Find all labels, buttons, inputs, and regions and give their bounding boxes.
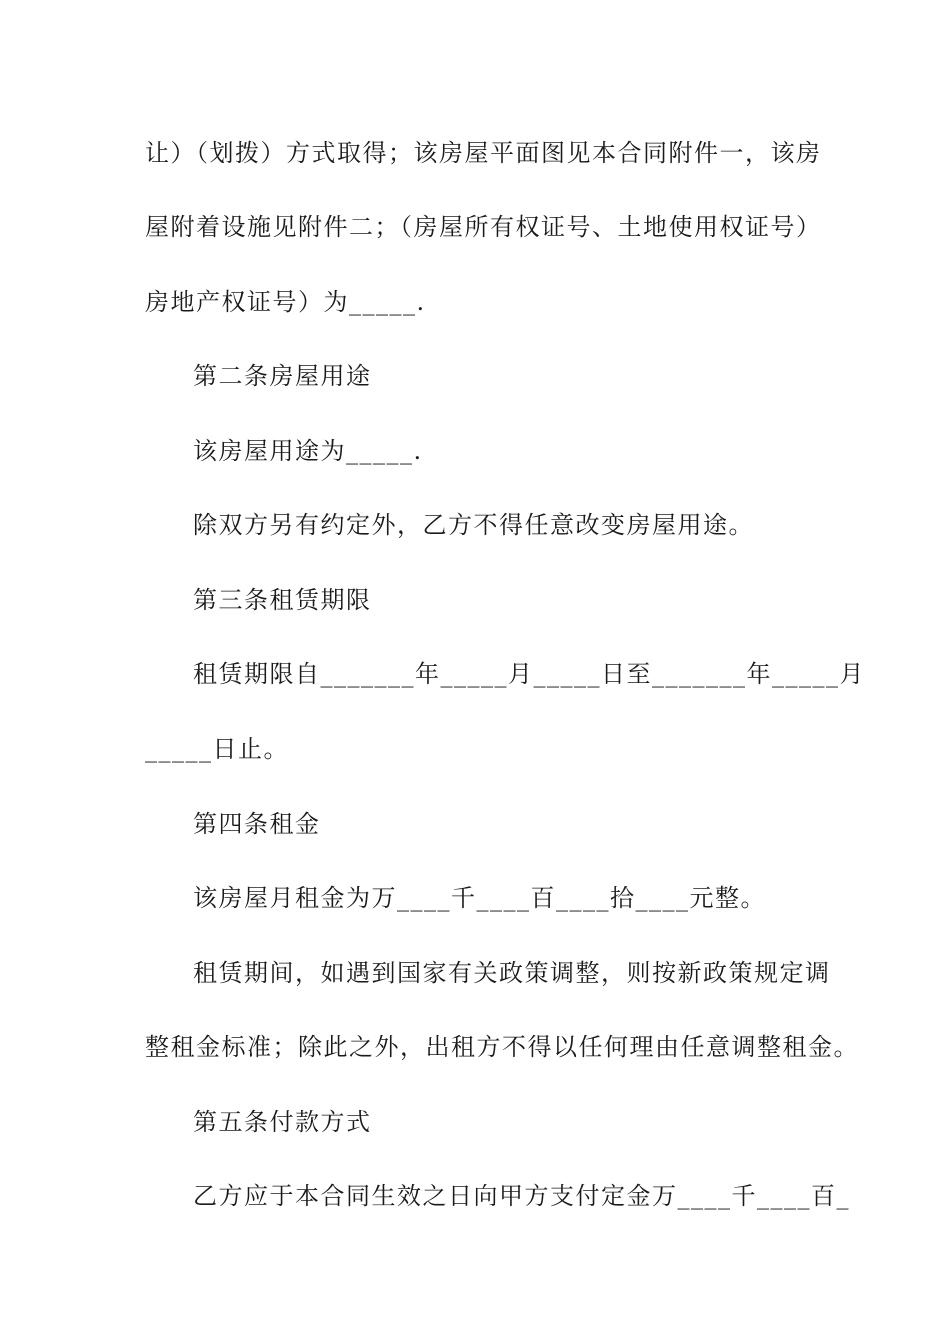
paragraph-line: 屋附着设施见附件二；（房屋所有权证号、土地使用权证号） <box>145 213 822 241</box>
section-heading: 第四条租金 <box>193 810 321 838</box>
paragraph-line: 房地产权证号）为_____. <box>145 288 426 316</box>
paragraph-line: 租赁期间，如遇到国家有关政策调整，则按新政策规定调 <box>193 959 831 987</box>
paragraph-line: _____日止。 <box>145 735 289 763</box>
paragraph-line: 除双方另有约定外，乙方不得任意改变房屋用途。 <box>193 511 754 539</box>
paragraph-line: 该房屋月租金为万____千____百____拾____元整。 <box>193 884 766 912</box>
paragraph-line: 租赁期限自_______年_____月_____日至_______年_____月 <box>193 660 865 688</box>
paragraph-line: 让）（划拨）方式取得；该房屋平面图见本合同附件一，该房 <box>145 139 822 167</box>
section-heading: 第五条付款方式 <box>193 1108 372 1136</box>
section-heading: 第二条房屋用途 <box>193 362 372 390</box>
paragraph-line: 该房屋用途为_____. <box>193 437 423 465</box>
section-heading: 第三条租赁期限 <box>193 586 372 614</box>
paragraph-line: 乙方应于本合同生效之日向甲方支付定金万____千____百_ <box>193 1182 850 1210</box>
paragraph-line: 整租金标准；除此之外，出租方不得以任何理由任意调整租金。 <box>145 1033 859 1061</box>
